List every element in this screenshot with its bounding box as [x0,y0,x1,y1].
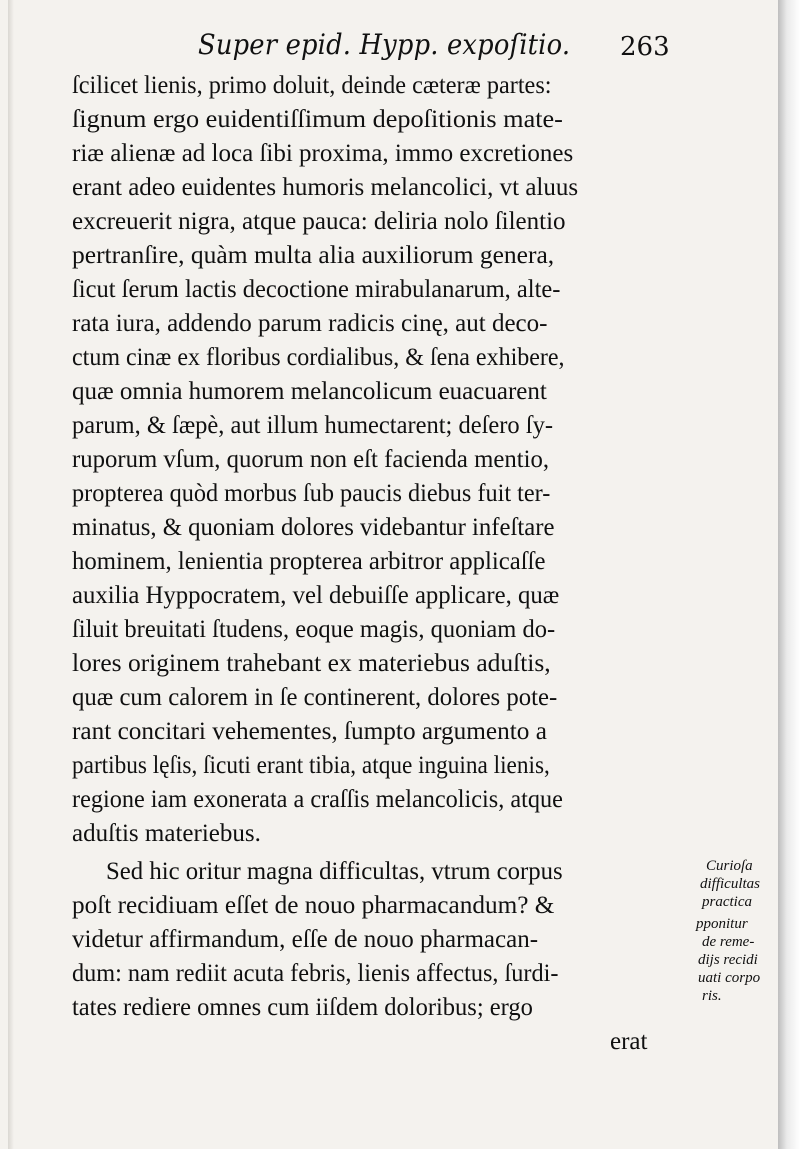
text-line: propterea quòd morbus ſub paucis diebus fuit ter- [72,480,551,507]
catchword: erat [610,1028,648,1055]
text-line: erant adeo euidentes humoris melancolici, vt aluus [72,174,579,201]
text-line: ſcilicet lienis, primo doluit, deinde cæteræ partes: [72,72,552,99]
text-line: excreuerit nigra, atque pauca: deliria nolo ſilentio [72,208,566,235]
running-head: Super epid. Hypp. expoſitio. [198,28,571,61]
text-line: riæ alienæ ad loca ſibi proxima, immo excretiones [72,140,574,167]
text-line: tates rediere omnes cum iiſdem doloribus; ergo [72,994,533,1021]
margin-note-line: difficultas [700,876,760,892]
text-line: quæ cum calorem in ſe continerent, dolores pote- [72,684,558,711]
text-line: partibus lęſis, ſicuti erant tibia, atque inguina lienis, [72,752,550,779]
page-header [180,26,700,66]
margin-note-line: ris. [702,988,722,1004]
text-line: auxilia Hyppocratem, vel debuiſſe applicare, quæ [72,582,560,609]
text-line: Sed hic oritur magna difficultas, vtrum corpus [106,858,563,885]
text-line: ſignum ergo euidentiſſimum depoſitionis mate- [72,106,563,133]
text-line: lores originem trahebant ex materiebus aduſtis, [72,650,551,677]
margin-note-line: de reme- [702,934,755,950]
text-line: rant concitari vehementes, ſumpto argumento a [72,718,547,745]
text-line: aduſtis materiebus. [72,820,261,847]
text-line: parum, & ſæpè, aut illum humectarent; deſero ſy- [72,412,554,439]
margin-note-line: dijs recidi [698,952,758,968]
margin-note-line: practica [702,894,752,910]
text-line: regione iam exonerata a craſſis melancolicis, atque [72,786,563,813]
margin-note-line: Curioſa [706,858,753,874]
margin-note-line: pponitur [696,916,748,932]
text-line: minatus, & quoniam dolores videbantur infeſtare [72,514,555,541]
text-line: ſicut ſerum lactis decoctione mirabulanarum, alte- [72,276,561,303]
text-line: rata iura, addendo parum radicis cinę, aut deco- [72,310,548,337]
text-line: quæ omnia humorem melancolicum euacuarent [72,378,547,405]
text-line: hominem, lenientia propterea arbitror applicaſſe [72,548,546,575]
margin-note-line: uati corpo [698,970,761,986]
text-line: videtur affirmandum, eſſe de nouo pharmacan- [72,926,539,953]
text-line: pertranſire, quàm multa alia auxiliorum genera, [72,242,555,269]
text-line: ruporum vſum, quorum non eſt facienda mentio, [72,446,550,473]
page-number: 263 [620,32,670,62]
text-line: dum: nam rediit acuta febris, lienis affectus, ſurdi- [72,960,559,987]
text-line: ctum cinæ ex floribus cordialibus, & ſena exhibere, [72,344,565,371]
text-line: poſt recidiuam eſſet de nouo pharmacandum? & [72,892,555,919]
gutter-shadow [8,0,14,1149]
text-line: ſiluit breuitati ſtudens, eoque magis, quoniam do- [72,616,556,643]
page-edge [778,0,800,1149]
